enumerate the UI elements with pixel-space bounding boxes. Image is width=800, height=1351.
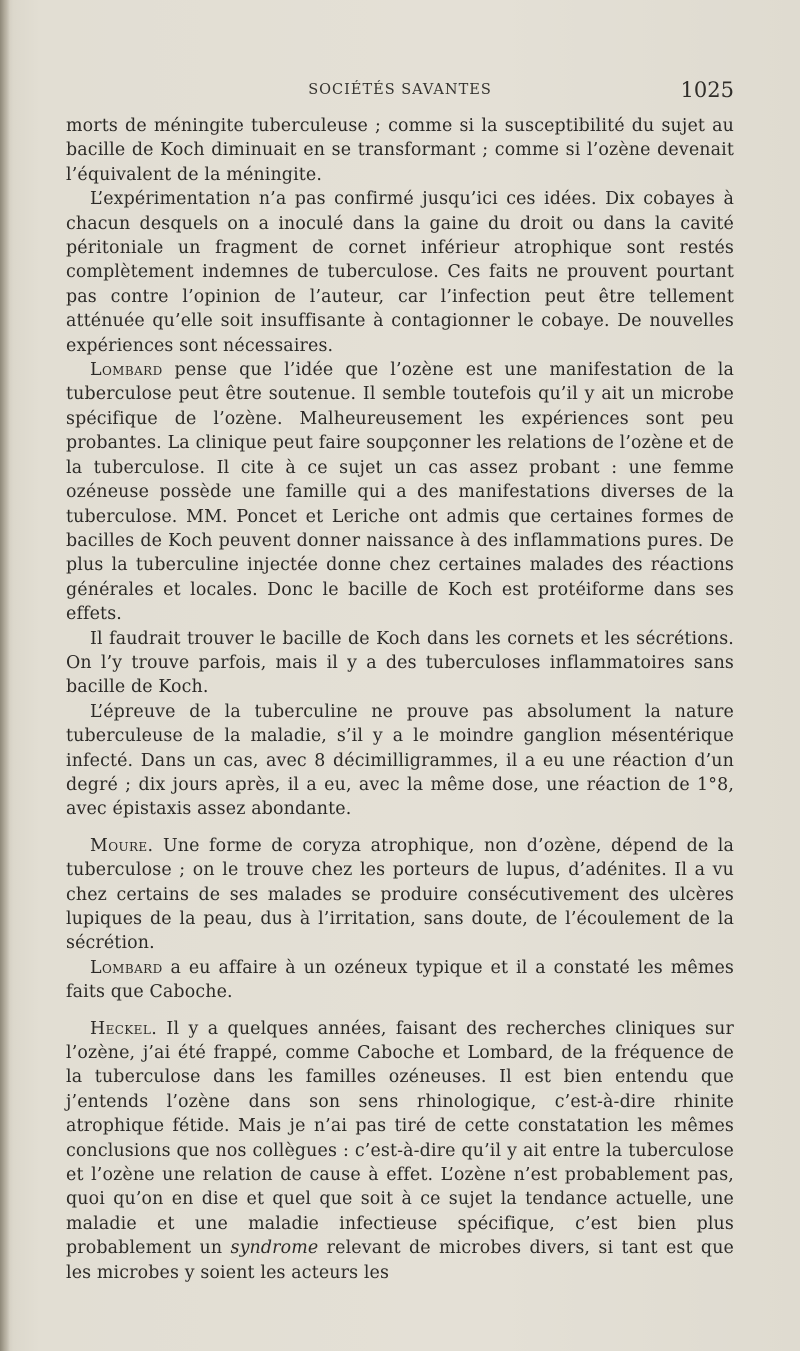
body-text xyxy=(66,114,734,1285)
paragraph-8 xyxy=(66,1017,734,1285)
page-header xyxy=(66,78,734,108)
emphasis-syndrome: syndrome xyxy=(230,1238,319,1259)
speaker-name: Lombard xyxy=(90,957,163,978)
speaker-name: Heckel. xyxy=(90,1018,158,1039)
paragraph-5: L’épreuve de la tuberculine ne prouve pas absolument la nature tuberculeuse de la maladie, s’il y a le moindre ganglion mésentérique infecté. Dans un cas, avec 8 décimilligrammes, il a eu une réaction d’un degré ; dix jours après, il a eu, avec la même dose, une réaction de 1°8, avec épistaxis assez abondante. xyxy=(66,701,734,820)
binding-edge xyxy=(0,0,10,1351)
paragraph-8-text-a: Il y a quelques années, faisant des recherches cliniques sur l’ozène, j’ai été frappé, comme Caboche et Lombard, de la fréquence de la tuberculose dans les familles ozéneuses. Il est bien entendu que j’entends l’ozène dans son sens rhinologique, c’est-à-dire rhinite atrophique fétide. Mais je n’ai pas tiré de cette constatation les mêmes conclusions que nos collègues : c’est-à-dire qu’il y ait entre la tuberculose et l’ozène une relation de cause à effet. L’ozène n’est probablement pas, quoi qu’on en dise et quel que soit à ce sujet la tendance actuelle, une maladie et une maladie infectieuse spécifique, c’est bien plus probablement un xyxy=(66,1018,734,1259)
page-number: 1025 xyxy=(680,78,734,102)
paragraph-7-text: a eu affaire à un ozéneux typique et il a constaté les mêmes faits que Caboche. xyxy=(66,957,734,1003)
paragraph-1: morts de méningite tuberculeuse ; comme si la susceptibilité du sujet au bacille de Koch diminuait en se transformant ; comme si l’ozène devenait l’équivalent de la méningite. xyxy=(66,116,734,185)
paragraph-4: Il faudrait trouver le bacille de Koch dans les cornets et les sécrétions. On l’y trouve parfois, mais il y a des tuberculoses inflammatoires sans bacille de Koch. xyxy=(66,628,734,698)
paragraph-8-text-b: relevant de microbes divers, si tant est que les microbes y soient les acteurs les xyxy=(66,1238,734,1283)
paragraph-3 xyxy=(66,358,734,626)
speaker-name: Lombard xyxy=(90,360,163,381)
speaker-name: Moure. xyxy=(90,835,154,856)
paragraph-7 xyxy=(66,956,734,1005)
paragraph-6 xyxy=(66,834,734,956)
paragraph-6-text: Une forme de coryza atrophique, non d’ozène, dépend de la tuberculose ; on le trouve chez les porteurs de lupus, d’adénites. Il a vu chez certains de ses malades se produire consécutivement des ulcères lupiques de la peau, dus à l’irritation, sans doute, de l’écoulement de la sécrétion. xyxy=(66,835,734,954)
paragraph-3-text: pense que l’idée que l’ozène est une manifestation de la tuberculose peut être soutenue. Il semble toutefois qu’il y ait un microbe spécifique de l’ozène. Malheureusement les expériences sont peu probantes. La clinique peut faire soupçonner les relations de l’ozène et de la tuberculose. Il cite à ce sujet un cas assez probant : une femme ozéneuse possède une famille qui a des manifestations diverses de la tuberculose. MM. Poncet et Leriche ont admis que certaines formes de bacilles de Koch peuvent donner naissance à des inflammations pures. De plus la tuberculine injectée donne chez certaines malades des réactions générales et locales. Donc le bacille de Koch est protéiforme dans ses effets. xyxy=(66,360,734,625)
running-title: SOCIÉTÉS SAVANTES xyxy=(308,82,492,98)
paragraph-2: L’expérimentation n’a pas confirmé jusqu’ici ces idées. Dix cobayes à chacun desquels on a inoculé dans la gaine du droit ou dans la cavité péritoniale un fragment de cornet inférieur atrophique sont restés complètement indemnes de tuberculose. Ces faits ne prouvent pourtant pas contre l’opinion de l’auteur, car l’infection peut être tellement atténuée qu’elle soit insuffisante à contagionner le cobaye. De nouvelles expériences sont nécessaires. xyxy=(66,189,734,356)
